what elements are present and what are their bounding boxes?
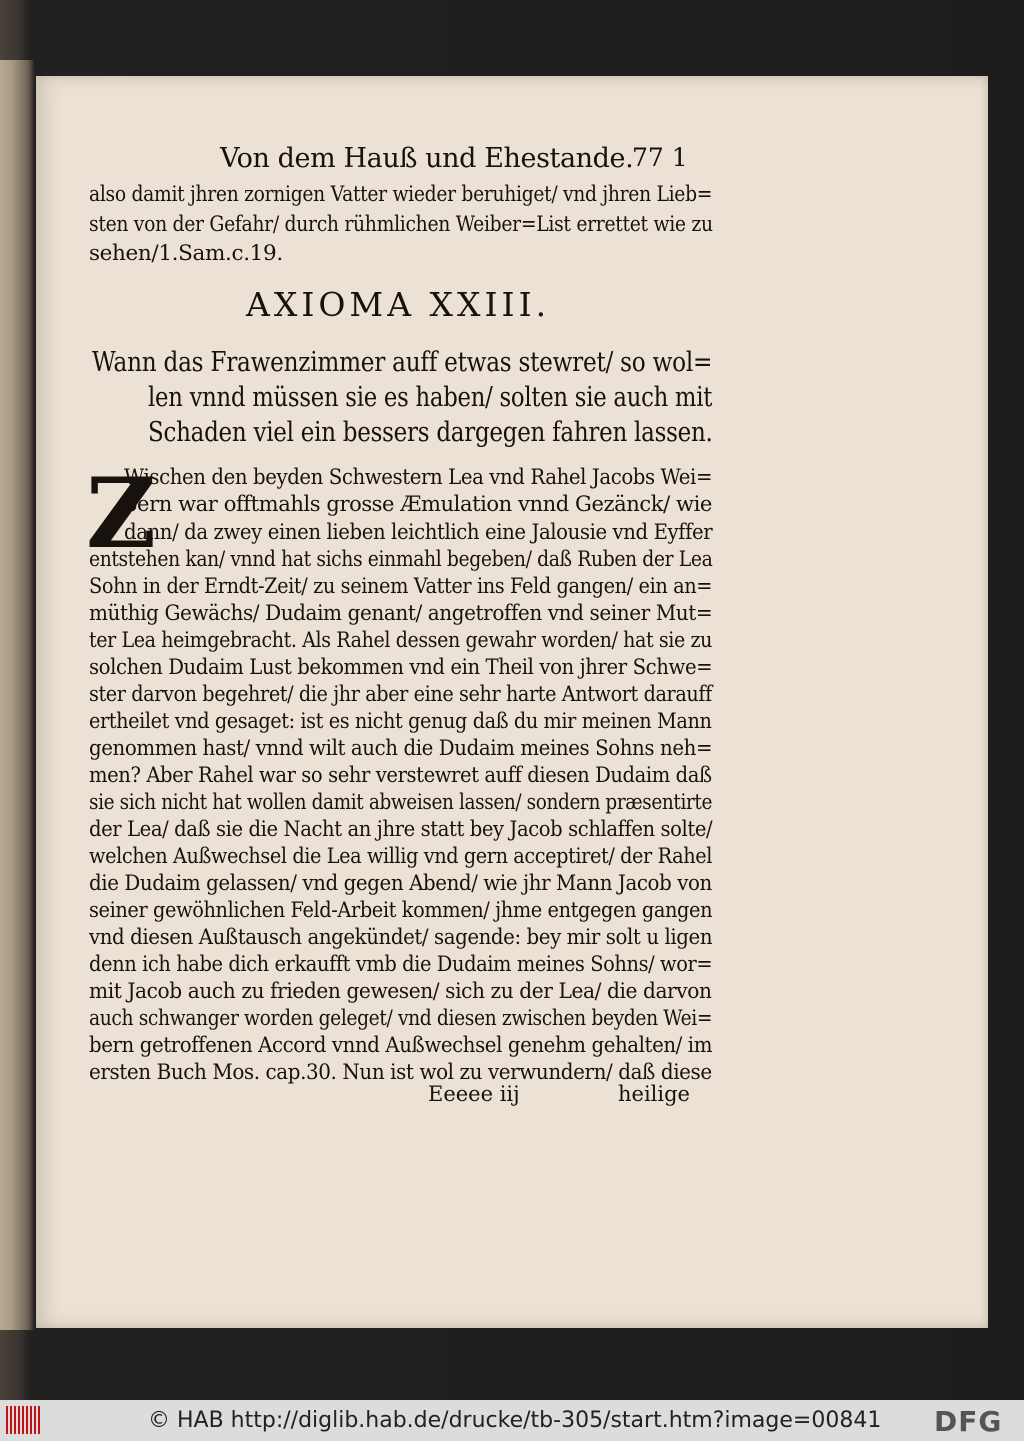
paragraph-line: Sohn in der Erndt-Zeit/ zu seinem Vatter ins Feld gangen/ ein an=: [89, 574, 713, 599]
text-line: sten von der Gefahr/ durch rühmlichen Weiber=List errettet wie zu: [89, 212, 713, 237]
running-head: Von dem Hauß und Ehestande.: [220, 143, 634, 174]
paragraph-line: dann/ da zwey einen lieben leichtlich eine Jalousie vnd Eyffer: [124, 520, 713, 545]
paragraph-line: mit Jacob auch zu frieden gewesen/ sich zu der Lea/ die darvon: [89, 979, 712, 1004]
paragraph-line: solchen Dudaim Lust bekommen vnd ein Theil von jhrer Schwe=: [89, 655, 713, 680]
paragraph-line: denn ich habe dich erkaufft vmb die Dudaim meines Sohns/ wor=: [89, 952, 713, 977]
axiom-heading-line: Wann das Frawenzimmer auff etwas stewret/ so wol=: [92, 347, 713, 378]
paragraph-line: Wischen den beyden Schwestern Lea vnd Rahel Jacobs Wei=: [124, 465, 713, 490]
paragraph-line: vnd diesen Außtausch angekündet/ sagende: bey mir solt u ligen: [89, 925, 713, 950]
barcode-icon: [6, 1406, 42, 1434]
paragraph-line: bern getroffenen Accord vnnd Außwechsel genehm gehalten/ im: [89, 1033, 713, 1058]
axiom-title: AXIOMA XXIII.: [246, 285, 551, 324]
paragraph-line: men? Aber Rahel war so sehr verstewret auff diesen Dudaim daß: [89, 763, 712, 788]
paragraph-line: seiner gewöhnlichen Feld-Arbeit kommen/ jhme entgegen gangen: [89, 898, 713, 923]
paragraph-line: sie sich nicht hat wollen damit abweisen lassen/ sondern præsentirte: [89, 790, 713, 815]
paragraph-line: der Lea/ daß sie die Nacht an jhre statt bey Jacob schlaffen solte/: [89, 817, 713, 842]
paragraph-line: auch schwanger worden geleget/ vnd diesen zwischen beyden Wei=: [89, 1006, 713, 1031]
paragraph-line: müthig Gewächs/ Dudaim genant/ angetroffen vnd seiner Mut=: [89, 601, 713, 626]
paragraph-line: ster darvon begehret/ die jhr aber eine sehr harte Antwort darauff: [89, 682, 712, 707]
adjacent-page-edge: [0, 60, 34, 1330]
page-number: 77 1: [632, 143, 688, 172]
paragraph-line: ter Lea heimgebracht. Als Rahel dessen gewahr worden/ hat sie zu: [89, 628, 713, 653]
paragraph-line: die Dudaim gelassen/ vnd gegen Abend/ wie jhr Mann Jacob von: [89, 871, 712, 896]
paragraph-line: entstehen kan/ vnnd hat sichs einmahl begeben/ daß Ruben der Lea: [89, 547, 713, 572]
paragraph-line: ersten Buch Mos. cap.30. Nun ist wol zu verwundern/ daß diese: [89, 1060, 712, 1085]
drop-cap: Z: [86, 457, 157, 570]
dfg-logo: DFG: [934, 1405, 1003, 1438]
paragraph-line: welchen Außwechsel die Lea willig vnd gern acceptiret/ der Rahel: [89, 844, 712, 869]
footer-bar: [0, 1400, 1024, 1441]
paragraph-line: bern war offtmahls grosse Æmulation vnnd Gezänck/ wie: [124, 492, 712, 517]
paragraph-line: ertheilet vnd gesaget: ist es nicht genug daß du mir meinen Mann: [89, 709, 712, 734]
axiom-heading-line: Schaden viel ein bessers dargegen fahren lassen.: [148, 417, 713, 448]
text-line: also damit jhren zornigen Vatter wieder beruhiget/ vnd jhren Lieb=: [89, 182, 713, 207]
text-line: sehen/1.Sam.c.19.: [89, 241, 283, 266]
axiom-heading-line: len vnnd müssen sie es haben/ solten sie auch mit: [148, 382, 713, 413]
paragraph-line: genommen hast/ vnnd wilt auch die Dudaim meines Sohns neh=: [89, 736, 713, 761]
source-link[interactable]: © HAB http://diglib.hab.de/drucke/tb-305/start.htm?image=00841: [148, 1408, 882, 1433]
catchword: heilige: [618, 1082, 690, 1106]
signature-mark: Eeeee iij: [428, 1082, 520, 1106]
